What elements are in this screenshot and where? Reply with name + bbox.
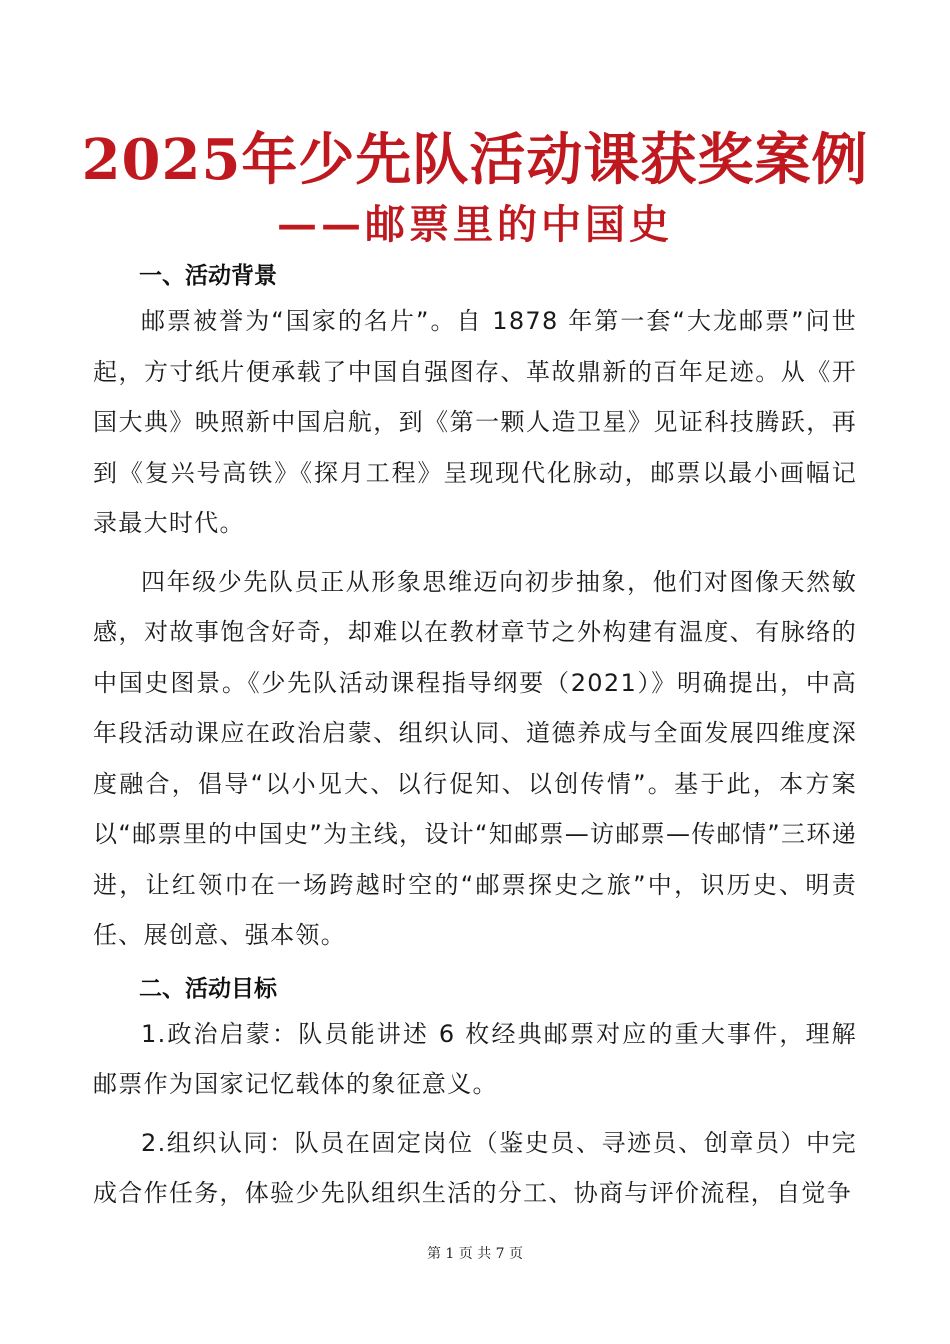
section-goals (93, 969, 857, 1219)
paragraph: 邮票被誉为“国家的名片”。自 1878 年第一套“大龙邮票”问世起，方寸纸片便承载了中国自强图存、革故鼎新的百年足迹。从《开国大典》映照新中国启航，到《第一颗人造卫星》见证科技腾跃，再到《复兴号高铁》《探月工程》呈现现代化脉动，邮票以最小画幅记录最大时代。 (93, 307, 857, 537)
paragraph: 1.政治启蒙：队员能讲述 6 枚经典邮票对应的重大事件，理解邮票作为国家记忆载体的象征意义。 (93, 1019, 857, 1098)
paragraph: 四年级少先队员正从形象思维迈向初步抽象，他们对图像天然敏感，对故事饱含好奇，却难以在教材章节之外构建有温度、有脉络的中国史图景。《少先队活动课程指导纲要（2021）》明确提出，中高年段活动课应在政治启蒙、组织认同、道德养成与全面发展四维度深度融合，倡导“以小见大、以行促知、以创传情”。基于此，本方案以“邮票里的中国史”为主线，设计“知邮票—访邮票—传邮情”三环递进，让红领巾在一场跨越时空的“邮票探史之旅”中，识历史、明责任、展创意、强本领。 (93, 567, 857, 949)
document-title: 2025年少先队活动课获奖案例 (81, 127, 869, 193)
paragraph-spacer (93, 1110, 857, 1118)
document-body (93, 256, 857, 1219)
paragraph: 2.组织认同：队员在固定岗位（鉴史员、寻迹员、创章员）中完成合作任务，体验少先队组织生活的分工、协商与评价流程，自觉争 (93, 1128, 857, 1207)
page-number: 第 1 页 共 7 页 (426, 1246, 524, 1262)
section-heading: 二、活动目标 (139, 975, 277, 1002)
section-background (93, 256, 857, 969)
section-heading: 一、活动背景 (139, 263, 277, 289)
paragraph-spacer (93, 549, 857, 557)
paragraph-spacer (93, 961, 857, 969)
document-subtitle: ——邮票里的中国史 (277, 201, 673, 248)
